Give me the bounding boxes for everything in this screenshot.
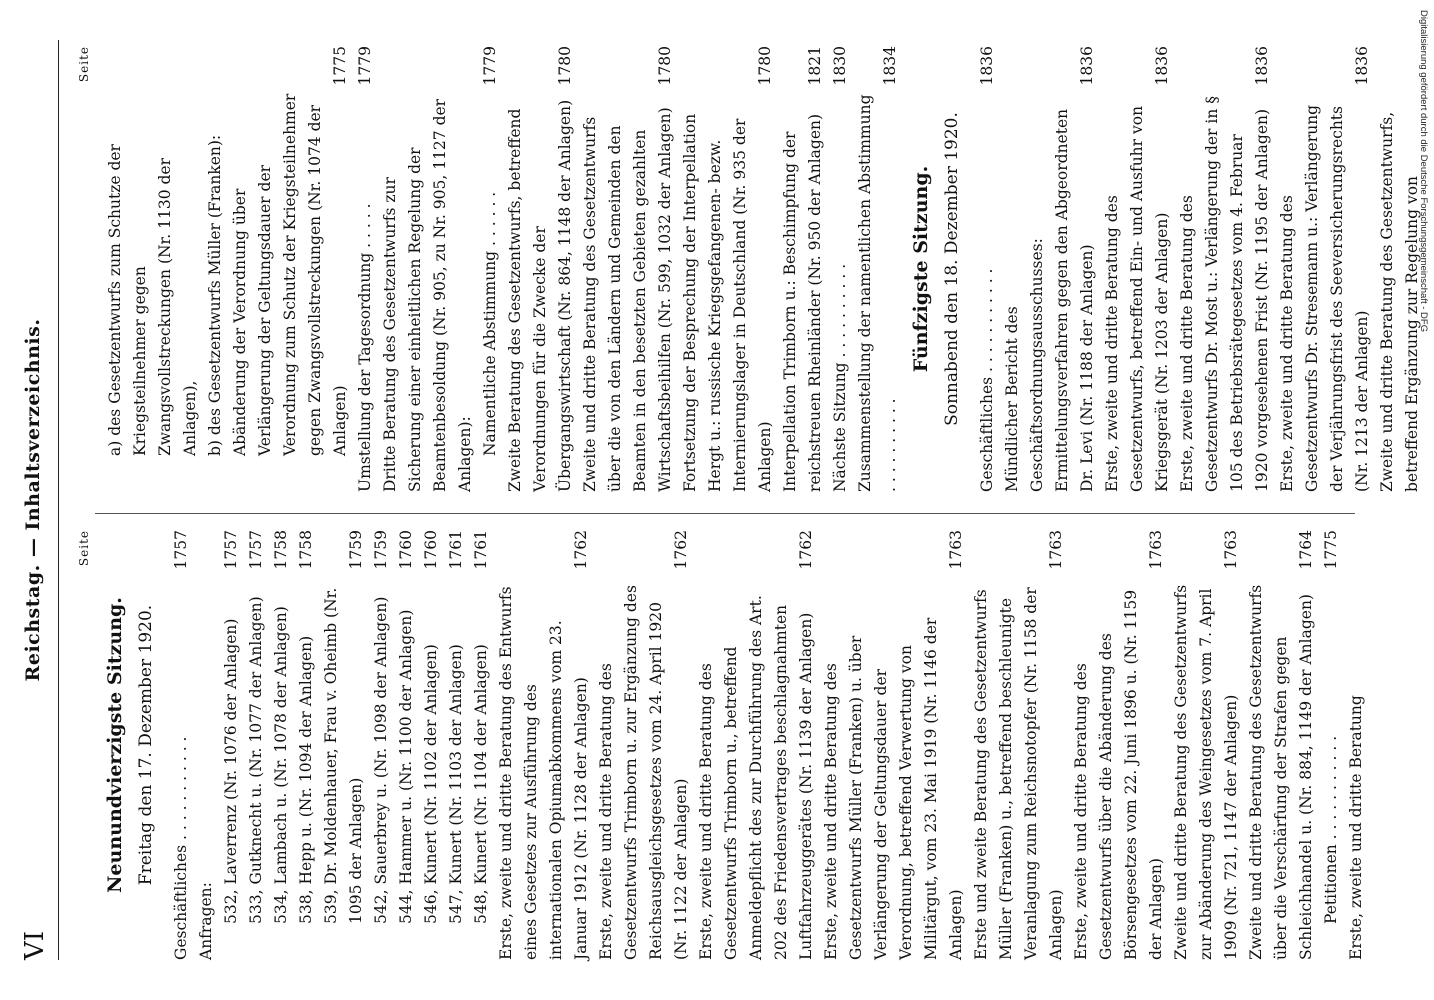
toc-entry-text: Erste, zweite und dritte Beratung [1347,695,1365,960]
toc-entry-text: Zusammenstellung der namentlichen Abstimmung . . . . . . . . . . [856,94,899,492]
toc-entry [1244,530,1319,960]
toc-entry [394,530,419,960]
toc-entry-text: a) des Gesetzentwurfs zum Schutze der Kriegsteilnehmer gegen Zwangsvollstreckungen (Nr. 1130 der Anlagen), [106,144,199,456]
right-column [72,46,1425,492]
toc-entry-text: 539, Dr. Moldenhauer, Frau v. Oheimb (Nr. 1095 der Anlagen) [322,587,365,924]
toc-entry [819,530,969,960]
toc-entry-text: Erste und zweite Beratung des Gesetzentwurfs Müller (Franken) u., betreffend beschleunigte Veranlagung zum Reichsnotopfer (Nr. 1158 der Anlagen) [972,587,1065,960]
header-rule [58,40,59,960]
toc-entry [369,530,394,960]
toc-entry [1169,530,1244,960]
dfg-credit [1416,10,1430,610]
running-title: Reichstag. — Inhaltsverzeichnis. [22,318,44,682]
toc-entry-page: 1759 [372,530,390,570]
toc-entry-page: 1764 [1297,530,1315,570]
toc-entry-page: 1830 [831,46,849,86]
toc-entry [778,46,828,492]
toc-entry-page: 1760 [422,530,440,570]
toc-entry-text: Nächste Sitzung . . . . . . . . . . [831,263,849,492]
toc-entry [378,46,478,492]
toc-entry [269,530,294,960]
toc-entry-text: Zweite und dritte Beratung des Gesetzentwurfs, betreffend Ergänzung zur Regelung von [1378,111,1421,492]
toc-entry-page: 1834 [881,46,899,86]
toc-entry-text: Erste, zweite und dritte Beratung des Gesetzentwurfs Dr. Most u.: Verlängerung der in § 105 des Betriebsrätegesetzes vom 4. Februar 1920 vorgesehenen Frist (Nr. 1195 der Anlagen) [1178,96,1271,492]
toc-entry-text: 544, Hammer u. (Nr. 1100 der Anlagen) [397,609,415,924]
toc-entry-text: Zweite und dritte Beratung des Gesetzentwurfs zur Abänderung des Weingesetzes vom 7. April 1909 (Nr. 721, 1147 der Anlagen) [1172,584,1240,960]
toc-entry-page: 1775 [331,46,349,86]
toc-entry-text: 532, Laverrenz (Nr. 1076 der Anlagen) [222,618,240,924]
toc-entry-text: Erste, zweite und dritte Beratung des Entwurfs eines Gesetzes zur Ausführung des internationalen Opiumabkommens vom 23. Januar 1912 (Nr. 1128 der Anlagen) [497,586,590,960]
toc-entry [975,46,1000,492]
toc-entry-page: 1763 [1222,530,1240,570]
toc-entry [694,530,819,960]
toc-entry-page: 1761 [447,530,465,570]
toc-entry [444,530,469,960]
toc-entry [1100,46,1175,492]
toc-entry-text: Geschäftliches . . . . . . . . . . . [978,268,996,492]
toc-entry-page: 1757 [172,530,190,570]
toc-entry-page: 1836 [1253,46,1271,86]
toc-entry-text: Geschäftliches . . . . . . . . . . . [172,736,190,960]
toc-entry-page: 1836 [1078,46,1096,86]
toc-entry-page: 1763 [1047,530,1065,570]
toc-entry [103,46,203,492]
toc-entry [1344,530,1369,960]
toc-entry-text: 548, Kunert (Nr. 1104 der Anlagen) [472,644,490,924]
toc-entry-page: 1836 [1153,46,1171,86]
toc-entry-text: Namentliche Abstimmung . . . . . . [481,191,499,456]
toc-entry-page: 1757 [247,530,265,570]
toc-entry [969,530,1069,960]
toc-entry [678,46,778,492]
toc-entry [244,530,269,960]
session-date-49: Freitag den 17. Dezember 1920. [136,604,156,886]
toc-entry-text: Erste, zweite und dritte Beratung des Gesetzentwurfs, betreffend Ein- und Ausfuhr von Kriegsgerät (Nr. 1203 der Anlagen) [1103,105,1171,492]
toc-entry-text: Umstellung der Tagesordnung . . . . . [356,203,374,492]
toc-entry [503,46,578,492]
toc-entry-page: 1762 [572,530,590,570]
toc-entry [169,530,194,960]
toc-entry-text: Erste, zweite und dritte Beratung des Gesetzentwurfs über die Abänderung des Börsengesetzes vom 22. Juni 1896 u. (Nr. 1159 der Anlagen) [1072,589,1165,960]
toc-entry [219,530,244,960]
dfg-credit-text: Digitalisierung gefördert durch die Deutsche Forschungsgemeinschaft - DFG [1418,10,1429,333]
toc-entry-text: b) des Gesetzentwurfs Müller (Franken): Abänderung der Verordnung über Verlängerung der Geltungsdauer der Verordnung zum Schutz der Kriegsteilnehmer gegen Zwangsvollstreckungen (Nr. 1074 der Anlagen) [206,93,349,456]
toc-entry-page: 1780 [556,46,574,86]
seite-label-left: Seite [77,530,91,567]
toc-entry-text: 546, Kunert (Nr. 1102 der Anlagen) [422,644,440,924]
toc-entry [594,530,694,960]
toc-entry [1069,530,1169,960]
toc-entries-right-b [975,46,1425,492]
toc-entry [828,46,853,492]
toc-entry-page: 1759 [347,530,365,570]
toc-entry [494,530,594,960]
toc-entry-text: Anfragen: [197,882,215,960]
toc-entry-text: Erste, zweite und dritte Beratung des Gesetzentwurfs Dr. Stresemann u.: Verlängerung der Verjährungsfrist des Seeversicherungsrechts (Nr. 1213 der Anlagen) [1278,104,1371,492]
toc-entry-page: 1775 [1322,530,1340,570]
toc-entry [1275,46,1375,492]
toc-entry [294,530,319,960]
toc-entry [853,46,903,492]
toc-entry-text: Erste, zweite und dritte Beratung des Gesetzentwurfs Müller (Franken) u. über Verlängerung der Geltungsdauer der Verordnung, betreffend Verwertung von Militärgut, vom 23. Mai 1919 (Nr. 1146 der Anlagen) [822,617,965,960]
page-header [18,40,58,960]
toc-entry [194,530,219,960]
session-title-50: Fünfzigste Sitzung. [910,165,932,373]
toc-entry-text: Fortsetzung der Besprechung der Interpellation Hergt u.: russische Kriegsgefangenen- bezw. Internierungslager in Deutschland (Nr. 935 der Anlagen) [681,113,774,492]
toc-entry [469,530,494,960]
toc-entry [319,530,369,960]
toc-entry-text: Zweite und dritte Beratung des Gesetzentwurfs über die von den Ländern und Gemeinden den Beamten in den besetzten Gebieten gezahlten Wirtschaftsbeihilfen (Nr. 599, 1032 der Anlagen) [581,107,674,492]
session-date-50: Sonnabend den 18. Dezember 1920. [942,112,962,426]
toc-entry-page: 1762 [672,530,690,570]
toc-entry [478,46,503,492]
toc-entry [578,46,678,492]
toc-entry-text: Zweite und dritte Beratung des Gesetzentwurfs über die Verschärfung der Strafen gegen Schleichhandel u. (Nr. 884, 1149 der Anlagen) [1247,584,1315,960]
toc-entry-text: Erste, zweite und dritte Beratung des Gesetzentwurfs Trimborn u. zur Ergänzung des Reichsausgleichsgesetzes vom 24. April 1920 (Nr. 1122 der Anlagen) [597,585,690,960]
toc-entry-page: 1836 [1353,46,1371,86]
toc-entry-text: 542, Sauerbrey u. (Nr. 1098 der Anlagen) [372,596,390,924]
toc-entry-page: 1836 [978,46,996,86]
toc-entry-page: 1779 [356,46,374,86]
toc-entry-page: 1761 [472,530,490,570]
toc-entry-page: 1780 [756,46,774,86]
toc-entry-page: 1821 [806,46,824,86]
left-column [72,530,1369,960]
toc-entry-text: Interpellation Trimborn u.: Beschimpfung der reichstreuen Rheinländer (Nr. 950 der Anlagen) [781,113,824,492]
toc-entry [1000,46,1100,492]
toc-entry [1319,530,1344,960]
toc-entry [353,46,378,492]
toc-entry [203,46,353,492]
toc-entries-left [169,530,1369,960]
toc-entry-page: 1763 [947,530,965,570]
toc-entry-text: 533, Gutknecht u. (Nr. 1077 der Anlagen) [247,596,265,924]
page-number: VI [20,930,50,960]
session-title-49: Neunundvierzigste Sitzung. [104,597,126,893]
toc-entry-page: 1763 [1147,530,1165,570]
toc-entry-text: Zweite Beratung des Gesetzentwurfs, betreffend Verordnungen für die Zwecke der Übergangswirtschaft (Nr. 864, 1148 der Anlagen) [506,99,574,492]
toc-entry-page: 1757 [222,530,240,570]
toc-entry-text: 547, Kunert (Nr. 1103 der Anlagen) [447,644,465,924]
toc-entry [1175,46,1275,492]
toc-entry-page: 1779 [481,46,499,86]
toc-entry-page: 1758 [272,530,290,570]
toc-entry-text: Erste, zweite und dritte Beratung des Gesetzentwurfs Trimborn u., betreffend Anmeldepflicht des zur Durchführung des Art. 202 des Friedensvertrages beschlagnahmten Luftfahrzeuggerätes (Nr. 1139 der Anlagen) [697,595,815,960]
toc-entry-text: 534, Lambach u. (Nr. 1078 der Anlagen) [272,606,290,924]
toc-entry-text: 538, Hepp u. (Nr. 1094 der Anlagen) [297,635,315,924]
toc-entry-page: 1762 [797,530,815,570]
toc-entry-text: Petitionen . . . . . . . . . . . [1322,735,1340,924]
toc-entry-page: 1780 [656,46,674,86]
toc-entry-text: Dritte Beratung des Gesetzentwurfs zur Sicherung einer einheitlichen Regelung der Beamtenbesoldung (Nr. 905, zu Nr. 905, 1127 der Anlagen): [381,98,474,492]
seite-label-right: Seite [77,46,91,83]
toc-entry-text: Mündlicher Bericht des Geschäftsordnungsausschusses: Ermittelungsverfahren gegen den Abgeordneten Dr. Levi (Nr. 1188 der Anlagen) [1003,108,1096,492]
toc-entry [419,530,444,960]
toc-entry-page: 1760 [397,530,415,570]
column-separator [95,513,1355,514]
toc-entries-right-a [103,46,903,492]
toc-entry-page: 1758 [297,530,315,570]
